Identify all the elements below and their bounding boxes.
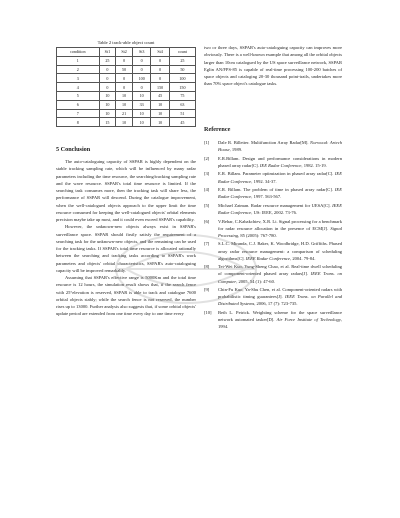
reference-plain: Chin-Fu Kuo, Ya-Shu Chen, et al. Component-oriented radars with probabilistic timing guarantees[J]. bbox=[218, 287, 342, 300]
table-cell: 100 bbox=[169, 74, 195, 83]
table-cell: 10 bbox=[132, 118, 150, 127]
table-cell: 0 bbox=[132, 56, 150, 65]
table-cell: 25 bbox=[99, 56, 116, 65]
table-cell: 0 bbox=[151, 65, 169, 74]
table-cell: 10 bbox=[151, 109, 169, 118]
reference-text bbox=[218, 139, 342, 153]
reference-plain: Beth L. Petrick. Weighting scheme for the space surveillance network automated tasker[D]. bbox=[218, 309, 342, 323]
reference-number: [10] bbox=[204, 309, 212, 315]
table-cell: 0 bbox=[99, 83, 116, 92]
table-cell: 0 bbox=[116, 56, 133, 65]
table-caption: Table 2 track-able object count bbox=[97, 40, 155, 45]
reference-italic: IEEE Radar Conference bbox=[218, 202, 342, 215]
table-header-cell: St4 bbox=[151, 48, 169, 57]
reference-item bbox=[204, 139, 342, 153]
reference-italic: IEEE Trans. on Parallel and Distributed Systems bbox=[218, 294, 342, 307]
table-header-row bbox=[57, 48, 196, 57]
reference-number: [9] bbox=[204, 287, 210, 293]
table-cell: 10 bbox=[151, 118, 169, 127]
reference-tail: , 1989. bbox=[229, 147, 243, 153]
reference-item bbox=[204, 170, 342, 184]
reference-text bbox=[218, 170, 342, 184]
reference-item bbox=[204, 309, 342, 330]
conclusion-paragraph: Assuming that SSPAR's effective range is 5000Km and the total time resource is 12 hours, the simulation result shows that, if the search fence with 25°elevation is reserved, SSPAR is able to track and catalogue 7600 orbital objects stably; while the search fence is not reserved, the number rises up to 13000. Further analysis also suggests that, if some orbital objects' update period are extended from one time every day to one time every bbox=[56, 275, 196, 317]
reference-tail: , 1992. 34-37. bbox=[251, 178, 277, 184]
reference-italic: IEE Radar Conference bbox=[259, 162, 302, 168]
table-cell: 150 bbox=[169, 83, 195, 92]
reference-number: [1] bbox=[204, 140, 210, 145]
reference-text bbox=[218, 202, 342, 216]
reference-plain: Dale R. Billetter. Multifunction Array Radar[M]. bbox=[218, 140, 311, 145]
reference-number: [3] bbox=[204, 171, 210, 177]
reference-tail: , 2004. 79-84. bbox=[290, 255, 316, 261]
reference-tail: , 85 (2005): 767-780. bbox=[238, 232, 277, 238]
table-cell: 10 bbox=[132, 109, 150, 118]
reference-plain: E.R. Billam. Parameter optimization in phased array radar[C]. bbox=[218, 171, 335, 177]
table-cell: 100 bbox=[132, 74, 150, 83]
table-cell: 45 bbox=[169, 118, 195, 127]
reference-plain: E.R.Billam. Design and performance considerations in modern phased array radar[C]. bbox=[218, 155, 342, 168]
table-cell: 1 bbox=[57, 56, 100, 65]
reference-number: [4] bbox=[204, 187, 210, 193]
reference-italic: IEE Radar Conference bbox=[218, 171, 342, 184]
table-row bbox=[57, 109, 196, 118]
reference-plain: Michael Zatman. Radar resource management for UESA[C]. bbox=[218, 202, 333, 208]
watermark-logo bbox=[112, 230, 260, 308]
table-cell: 2 bbox=[57, 65, 100, 74]
reference-tail: , 1982. 15-19. bbox=[301, 162, 327, 168]
table-cell: 4 bbox=[57, 83, 100, 92]
table-cell: 63 bbox=[169, 100, 195, 109]
table-row bbox=[57, 65, 196, 74]
reference-tail: , US: IEEE, 2002. 73-76. bbox=[251, 209, 298, 215]
table-cell: 8 bbox=[57, 118, 100, 127]
reference-italic: Norwood: Artech House bbox=[218, 140, 342, 153]
reference-italic: Signal Processing bbox=[218, 225, 342, 238]
section-heading-conclusion: 5 Conclusion bbox=[56, 146, 91, 153]
table-body bbox=[57, 56, 196, 126]
table-cell: 0 bbox=[151, 56, 169, 65]
table-header-cell: condition bbox=[57, 48, 100, 57]
reference-text bbox=[218, 155, 342, 169]
table-cell: 21 bbox=[116, 109, 133, 118]
table-cell: 45 bbox=[151, 91, 169, 100]
table-cell: 15 bbox=[99, 118, 116, 127]
continued-paragraph: two or three days, SSPAR's auto-cataloguing capacity can improves more obviously. There is a well-known example that among all the orbital objects larger than 10cm catalogued by the US space surveillance network, SSPAR Eglin AN/FPS-85 is capable of real-time processing 100-200 batches of space objects and cataloging 20-30 thousand point-trails, undertakes more than 70% space object's catalogue tasks. bbox=[204, 45, 343, 87]
table-cell: 0 bbox=[116, 83, 133, 92]
table-cell: 33 bbox=[132, 100, 150, 109]
reference-number: [2] bbox=[204, 155, 210, 161]
reference-item bbox=[204, 202, 342, 216]
reference-tail: , 2006, 17 (7): 723-735. bbox=[254, 301, 298, 307]
table-cell: 5 bbox=[57, 91, 100, 100]
table-row bbox=[57, 83, 196, 92]
reference-italic: IEE Radar Conference bbox=[218, 187, 342, 200]
table-cell: 0 bbox=[132, 65, 150, 74]
table-cell: 25 bbox=[169, 56, 195, 65]
reference-plain: S.L.C. Miranda, C.J. Baker, K. Woodbridge, H.D. Griffiths. Phased array radar resource management: a comparison of scheduling algorithms[C]. bbox=[218, 241, 342, 261]
reference-plain: Tei-Wei Kuo, Yung-Sheng Chao, et al. Real-time dwell scheduling of component-oriented phased array radars[J]. bbox=[218, 264, 342, 277]
table-cell: 0 bbox=[99, 74, 116, 83]
reference-item bbox=[204, 186, 342, 200]
table-cell: 0 bbox=[151, 74, 169, 83]
table-cell: 51 bbox=[169, 109, 195, 118]
reference-text bbox=[218, 186, 342, 200]
table-cell: 10 bbox=[151, 100, 169, 109]
table-cell: 50 bbox=[116, 65, 133, 74]
table-cell: 10 bbox=[99, 100, 116, 109]
reference-tail: , 2005, 54 (1): 47-60. bbox=[236, 278, 275, 284]
table-cell: 0 bbox=[132, 83, 150, 92]
table-cell: 75 bbox=[169, 91, 195, 100]
table-cell: 150 bbox=[151, 83, 169, 92]
table-cell: 10 bbox=[132, 91, 150, 100]
reference-plain: E.R. Billam. The problem of time in phased array radar[C]. bbox=[218, 187, 335, 193]
reference-italic: IEEE Trans. on Computer bbox=[218, 271, 342, 284]
table-row bbox=[57, 74, 196, 83]
table-cell: 10 bbox=[116, 91, 133, 100]
section-heading-reference: Reference bbox=[204, 126, 231, 133]
table-header-cell: St1 bbox=[99, 48, 116, 57]
table-cell: 10 bbox=[99, 91, 116, 100]
table-cell: 7 bbox=[57, 109, 100, 118]
reference-number: [5] bbox=[204, 202, 210, 208]
conclusion-paragraph: However, the unknown-new objects always exist in SSPAR's surveillance space. SSPAR should firstly satisfy the requirement of a searching task for the unknown-new objects, and the remaining can be used for the tracking tasks. If SSPAR's total time resource is allocated rationally between the searching and tracking tasks according to SSPAR's work parameters and objects' orbital characteristics, SSPAR's auto-cataloguing capacity will be improved remarkably. bbox=[56, 224, 196, 273]
table-cell: 0 bbox=[116, 74, 133, 83]
reference-item bbox=[204, 155, 342, 169]
reference-tail: , 1997. 563-567. bbox=[251, 194, 282, 200]
table-header-cell: count bbox=[169, 48, 195, 57]
table-row bbox=[57, 91, 196, 100]
table-cell: 10 bbox=[116, 100, 133, 109]
conclusion-paragraph: The auto-cataloguing capacity of SSPAR is highly dependent on the stable tracking sampling rate, which will be influenced by many radar parameters including the time resource, the searching/tracking sampling rate and the wave resource. SSPAR's total time resource is limited. If the searching task consumes more, then the tracking task will share less, the performance of SSPAR will descend. During the catalogue improvement, when the well-catalogued objects approach to the upper limit the time resource consumed for keeping the well-catalogued objects' orbital elements precision maybe take up most, and it could even exceed SSPAR's capability. bbox=[56, 159, 196, 222]
reference-text bbox=[218, 309, 342, 330]
table-cell: 3 bbox=[57, 74, 100, 83]
table-row bbox=[57, 56, 196, 65]
table-cell: 10 bbox=[116, 118, 133, 127]
table-header-cell: St2 bbox=[116, 48, 133, 57]
reference-plain: V.Behar, C.Kabakchiev, X.R. Li. Signal processing for a benchmark for radar resource allocation in the presence of ECM[J]. bbox=[218, 218, 342, 231]
reference-italic: IEEE Radar Conference bbox=[245, 255, 291, 261]
table-row bbox=[57, 118, 196, 127]
table-header-cell: St3 bbox=[132, 48, 150, 57]
reference-number: [7] bbox=[204, 241, 210, 247]
reference-number: [6] bbox=[204, 218, 210, 224]
table-cell: 0 bbox=[99, 65, 116, 74]
table-cell: 10 bbox=[99, 109, 116, 118]
table-cell: 50 bbox=[169, 65, 195, 74]
table-row bbox=[57, 100, 196, 109]
reference-number: [8] bbox=[204, 264, 210, 270]
reference-tail: , 1994. bbox=[218, 317, 342, 330]
object-count-table bbox=[56, 47, 196, 127]
table-cell: 6 bbox=[57, 100, 100, 109]
reference-italic: Air Force Institute of Technology bbox=[276, 317, 341, 323]
